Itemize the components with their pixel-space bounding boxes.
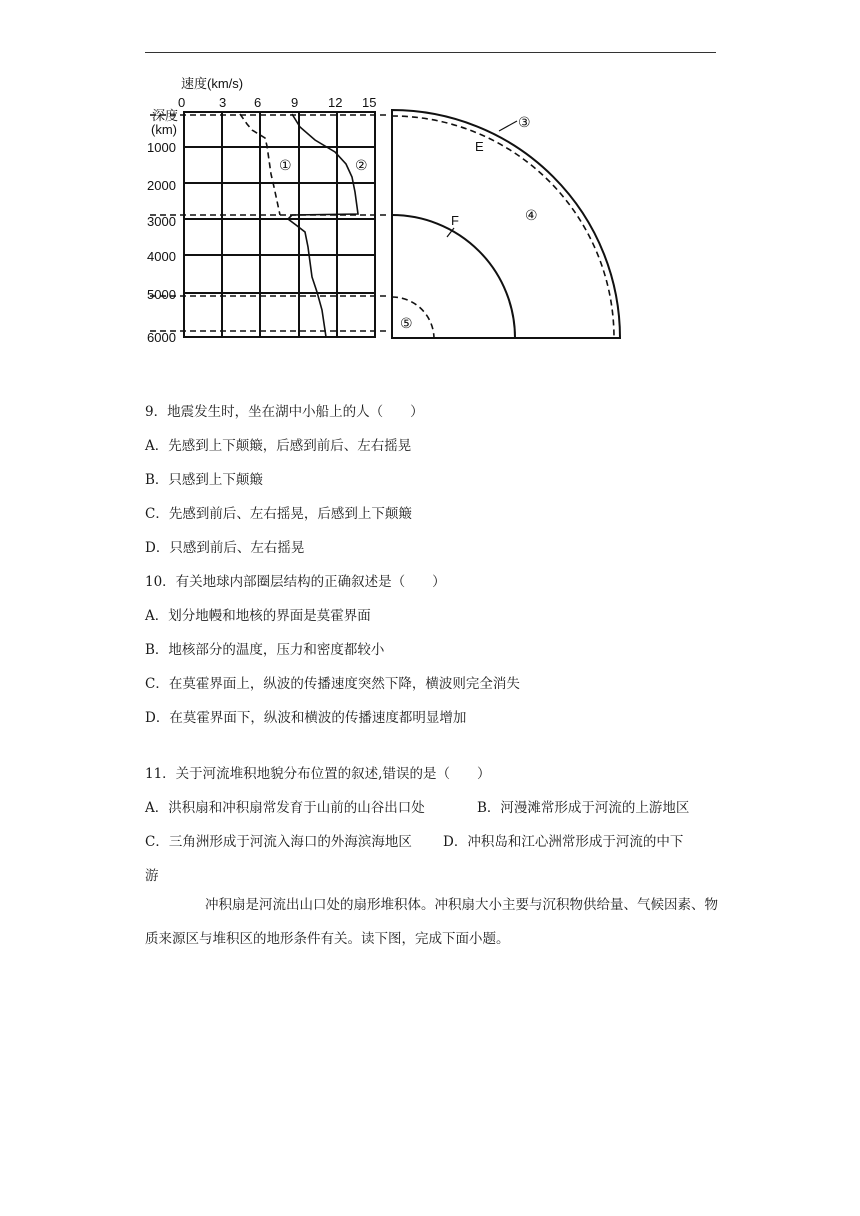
question-10-option-c: C．在莫霍界面上，纵波的传播速度突然下降，横波则完全消失 bbox=[145, 676, 520, 692]
curve-label-1: ① bbox=[279, 157, 292, 173]
curve-label-2: ② bbox=[355, 157, 368, 173]
depth-tick: 1000 bbox=[147, 140, 176, 155]
speed-tick: 0 bbox=[178, 95, 186, 110]
speed-tick-labels bbox=[178, 95, 376, 110]
question-11-stem: 11．关于河流堆积地貌分布位置的叙述,错误的是（ ） bbox=[145, 766, 491, 782]
question-9-option-b: B．只感到上下颠簸 bbox=[145, 472, 263, 488]
question-11-option-a: A．洪积扇和冲积扇常发育于山前的山谷出口处 bbox=[145, 800, 425, 816]
boundary-label-f: F bbox=[451, 213, 459, 228]
question-11-option-d: D．冲积岛和江心洲常形成于河流的中下 bbox=[443, 834, 684, 850]
speed-grid bbox=[184, 112, 375, 337]
question-9-stem: 9．地震发生时，坐在湖中小船上的人（ ） bbox=[145, 404, 424, 420]
question-10-option-d: D．在莫霍界面下，纵波和横波的传播速度都明显增加 bbox=[145, 710, 467, 726]
header-rule bbox=[145, 52, 716, 53]
depth-tick: 3000 bbox=[147, 214, 176, 229]
speed-tick: 3 bbox=[219, 95, 227, 110]
depth-tick: 5000 bbox=[147, 287, 176, 302]
question-11-option-c: C．三角洲形成于河流入海口的外海滨海地区 bbox=[145, 834, 412, 850]
depth-axis-label: 深度 bbox=[152, 108, 179, 123]
boundary-label-e: E bbox=[475, 139, 484, 154]
question-11-option-b: B．河漫滩常形成于河流的上游地区 bbox=[477, 800, 690, 816]
depth-tick: 6000 bbox=[147, 330, 176, 345]
outer-crust-boundary bbox=[392, 110, 620, 338]
passage-paragraph: 冲积扇是河流出山口处的扇形堆积体。冲积扇大小主要与沉积物供给量、气候因素、物质来源区与堆积区的地形条件有关。读下图，完成下面小题。 bbox=[145, 897, 718, 947]
depth-axis-unit: (km) bbox=[151, 122, 177, 137]
inner-core-boundary bbox=[392, 297, 434, 338]
question-10-option-a: A．划分地幔和地核的界面是莫霍界面 bbox=[145, 608, 371, 624]
question-10-option-b: B．地核部分的温度，压力和密度都较小 bbox=[145, 642, 385, 658]
speed-tick: 6 bbox=[254, 95, 262, 110]
earth-quadrant bbox=[392, 110, 620, 338]
earth-interior-figure bbox=[140, 72, 640, 357]
depth-tick: 2000 bbox=[147, 178, 176, 193]
moho-boundary bbox=[392, 116, 614, 338]
depth-tick-labels bbox=[147, 140, 176, 345]
depth-tick: 4000 bbox=[147, 249, 176, 264]
question-9-option-d: D．只感到前后、左右摇晃 bbox=[145, 540, 305, 556]
question-10-stem: 10．有关地球内部圈层结构的正确叙述是（ ） bbox=[145, 574, 446, 590]
speed-tick: 9 bbox=[291, 95, 299, 110]
region-label-5: ⑤ bbox=[400, 315, 413, 331]
question-11-option-d-wrap: 游 bbox=[145, 868, 159, 884]
question-9-option-c: C．先感到前后、左右摇晃，后感到上下颠簸 bbox=[145, 506, 412, 522]
speed-axis-label: 速度(km/s) bbox=[181, 76, 244, 91]
speed-tick: 15 bbox=[362, 95, 377, 110]
question-9-option-a: A．先感到上下颠簸，后感到前后、左右摇晃 bbox=[145, 438, 412, 454]
speed-tick: 12 bbox=[328, 95, 343, 110]
region-label-4: ④ bbox=[525, 207, 538, 223]
region-label-3: ③ bbox=[518, 114, 531, 130]
